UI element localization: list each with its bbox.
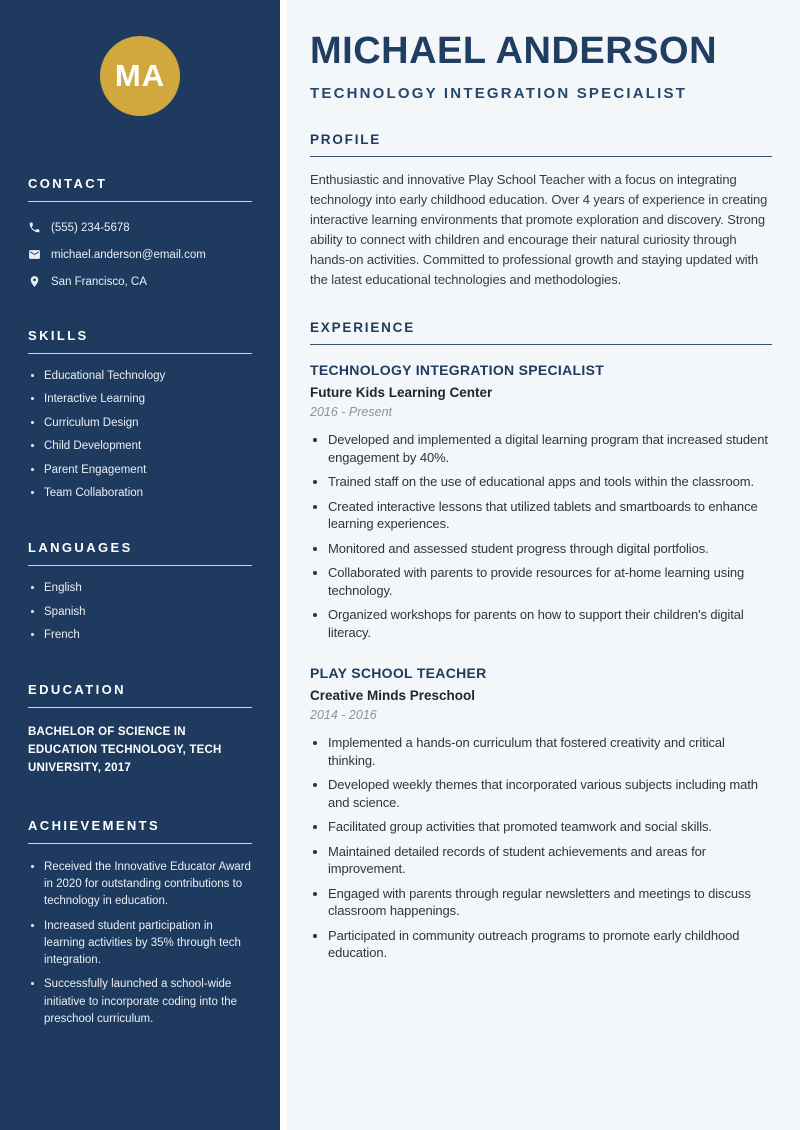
job-entry-1 bbox=[310, 362, 772, 641]
job-role: PLAY SCHOOL TEACHER bbox=[310, 665, 487, 681]
location-icon bbox=[28, 275, 41, 288]
languages-list bbox=[28, 581, 252, 642]
skill-item: • Parent Engagement bbox=[44, 463, 252, 477]
skills-section bbox=[28, 328, 252, 500]
contact-email-text: michael.anderson@email.com bbox=[51, 248, 206, 261]
achievement-item: • Received the Innovative Educator Award in 2020 for outstanding contributions to technology in education. bbox=[44, 859, 252, 911]
education-heading: EDUCATION bbox=[28, 682, 252, 708]
job-role: TECHNOLOGY INTEGRATION SPECIALIST bbox=[310, 362, 605, 378]
language-item: • French bbox=[44, 628, 252, 642]
job-dates: 2014 - 2016 bbox=[310, 708, 377, 722]
contact-location-text: San Francisco, CA bbox=[51, 275, 147, 288]
languages-section bbox=[28, 540, 252, 642]
skills-heading: SKILLS bbox=[28, 328, 252, 354]
job-bullet: • Engaged with parents through regular newsletters and meetings to discuss classroom happenings. bbox=[328, 885, 772, 920]
experience-heading: EXPERIENCE bbox=[310, 320, 772, 345]
job-bullet: • Collaborated with parents to provide resources for at-home learning using technology. bbox=[328, 564, 772, 599]
job-bullet-list bbox=[310, 431, 772, 641]
achievements-section bbox=[28, 818, 252, 1028]
skill-item: • Child Development bbox=[44, 439, 252, 453]
skill-item: • Curriculum Design bbox=[44, 416, 252, 430]
contact-phone-text: (555) 234-5678 bbox=[51, 221, 130, 234]
languages-heading: LANGUAGES bbox=[28, 540, 252, 566]
job-bullet-list bbox=[310, 734, 772, 962]
main-content bbox=[280, 0, 800, 1130]
avatar-initials: MA bbox=[114, 58, 166, 93]
avatar bbox=[100, 36, 180, 116]
profile-text: Enthusiastic and innovative Play School Teacher with a focus on integrating technology into early childhood education. Over 4 years of experience in creating interactive learning environments that promote exploration and discovery. Strong ability to connect with children and encourage their natural curiosity through hands-on activities. Committed to professional growth and staying updated with the latest educational technologies and methodologies. bbox=[310, 172, 768, 287]
name-heading: MICHAEL ANDERSON bbox=[310, 30, 718, 72]
achievement-item: • Increased student participation in learning activities by 35% through tech integration. bbox=[44, 918, 252, 970]
job-bullet: • Participated in community outreach programs to promote early childhood education. bbox=[328, 927, 772, 962]
job-bullet: • Maintained detailed records of student achievements and areas for improvement. bbox=[328, 843, 772, 878]
profile-heading: PROFILE bbox=[310, 132, 772, 157]
education-section bbox=[28, 682, 252, 777]
job-entry-2 bbox=[310, 665, 772, 962]
achievements-list bbox=[28, 859, 252, 1028]
job-company: Creative Minds Preschool bbox=[310, 688, 476, 703]
job-bullet: • Developed and implemented a digital learning program that increased student engagement by 40%. bbox=[328, 431, 772, 466]
job-bullet: • Implemented a hands-on curriculum that fostered creativity and critical thinking. bbox=[328, 734, 772, 769]
email-icon bbox=[28, 248, 41, 261]
contact-heading: CONTACT bbox=[28, 176, 252, 202]
contact-phone bbox=[28, 219, 252, 234]
job-company: Future Kids Learning Center bbox=[310, 385, 493, 400]
skill-item: • Team Collaboration bbox=[44, 486, 252, 500]
job-title-heading: TECHNOLOGY INTEGRATION SPECIALIST bbox=[310, 85, 688, 102]
profile-section bbox=[310, 132, 772, 290]
skill-item: • Interactive Learning bbox=[44, 392, 252, 406]
achievements-heading: ACHIEVEMENTS bbox=[28, 818, 252, 844]
achievement-item: • Successfully launched a school-wide initiative to incorporate coding into the preschool curriculum. bbox=[44, 976, 252, 1028]
phone-icon bbox=[28, 221, 41, 234]
contact-section bbox=[28, 176, 252, 288]
language-item: • Spanish bbox=[44, 605, 252, 619]
job-dates: 2016 - Present bbox=[310, 405, 392, 419]
job-bullet: • Trained staff on the use of educational apps and tools within the classroom. bbox=[328, 473, 772, 491]
job-bullet: • Developed weekly themes that incorporated various subjects including math and science. bbox=[328, 776, 772, 811]
contact-email bbox=[28, 246, 252, 261]
job-bullet: • Facilitated group activities that promoted teamwork and social skills. bbox=[328, 818, 772, 836]
skill-item: • Educational Technology bbox=[44, 369, 252, 383]
sidebar bbox=[0, 0, 280, 1130]
job-bullet: • Organized workshops for parents on how to support their children's digital literacy. bbox=[328, 606, 772, 641]
skills-list bbox=[28, 369, 252, 500]
job-bullet: • Monitored and assessed student progress through digital portfolios. bbox=[328, 540, 772, 558]
job-bullet: • Created interactive lessons that utilized tablets and smartboards to enhance learning experiences. bbox=[328, 498, 772, 533]
experience-section bbox=[310, 320, 772, 962]
language-item: • English bbox=[44, 581, 252, 595]
contact-location bbox=[28, 273, 252, 288]
degree-text: BACHELOR OF SCIENCE IN EDUCATION TECHNOLOGY, TECH UNIVERSITY, 2017 bbox=[28, 726, 222, 774]
